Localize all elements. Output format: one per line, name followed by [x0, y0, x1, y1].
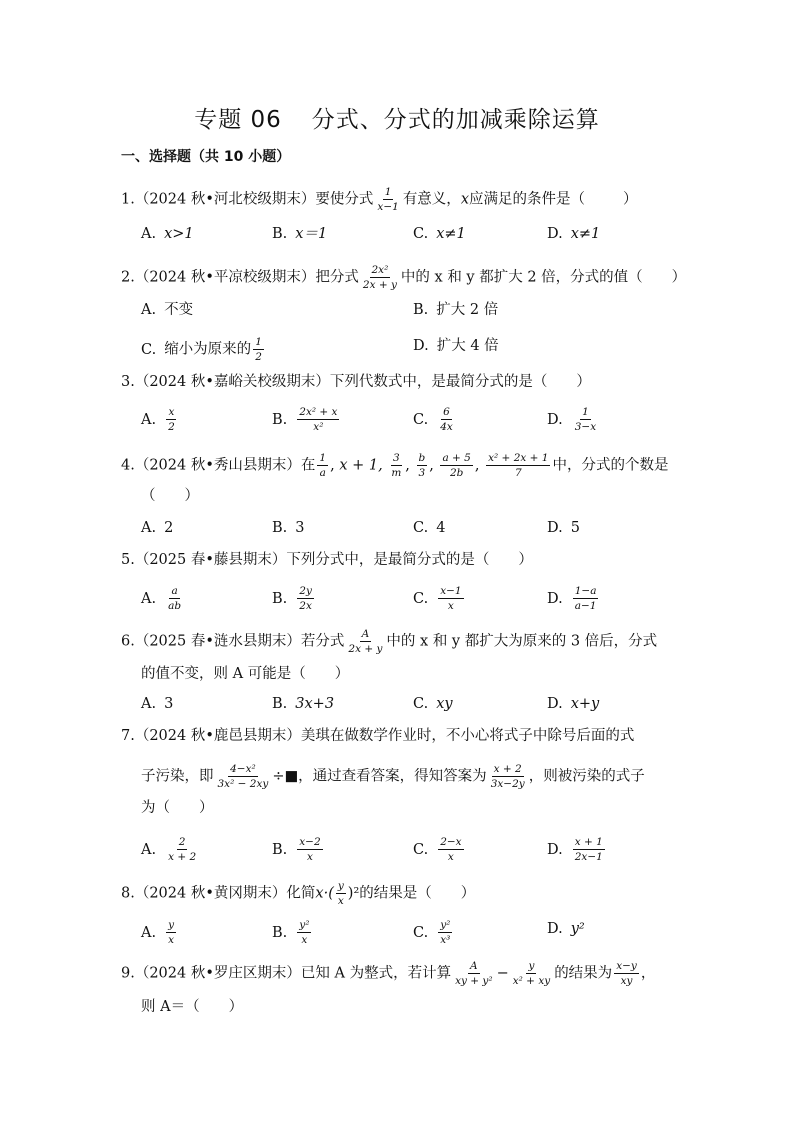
question-9	[121, 960, 655, 987]
fraction	[438, 585, 463, 612]
denominator: a−1	[574, 600, 597, 612]
option-label: B.	[272, 841, 288, 858]
question-9-text-3: ，	[640, 965, 656, 982]
question-9-text-2: 的结果为	[554, 965, 613, 982]
option-label: D.	[547, 696, 563, 712]
numerator: y	[528, 960, 535, 972]
denominator: 2	[255, 351, 262, 363]
option-text: 5	[570, 520, 580, 536]
fraction	[573, 836, 605, 863]
fraction	[166, 836, 198, 863]
denominator: x	[168, 934, 175, 946]
numerator: 2x² + x	[299, 406, 338, 418]
numerator: x−2	[299, 836, 321, 848]
fraction	[486, 452, 550, 479]
option-text: 扩大 4 倍	[436, 338, 499, 354]
fraction	[317, 452, 328, 479]
denominator: 3x−2y	[490, 778, 525, 790]
option-label: B.	[272, 590, 288, 607]
option-label: C.	[413, 841, 429, 858]
question-8-text: 8.（2024 秋•黄冈期末）化简	[121, 885, 316, 902]
denominator: ab	[168, 600, 182, 612]
numerator: b	[418, 452, 426, 464]
option-d[interactable]	[547, 518, 580, 538]
option-label: A.	[141, 696, 157, 712]
fraction	[573, 585, 599, 612]
option-label: C.	[413, 590, 429, 607]
option-a[interactable]	[141, 224, 194, 244]
numerator: 2x²	[371, 264, 389, 276]
question-1-text: 1.（2024 秋•河北校级期末）要使分式	[121, 191, 374, 208]
option-label: C.	[413, 411, 429, 428]
denominator: xy	[620, 975, 633, 987]
option-a[interactable]	[141, 406, 179, 433]
denominator: 2x + y	[362, 279, 397, 291]
numerator: y	[337, 880, 344, 892]
fraction	[453, 960, 494, 987]
fraction	[297, 406, 339, 433]
option-d[interactable]	[547, 406, 600, 433]
numerator: a	[171, 585, 178, 597]
numerator: x² + 2x + 1	[488, 452, 549, 464]
option-label: D.	[547, 590, 563, 607]
title-text: 分式、分式的加减乘除运算	[311, 107, 600, 133]
option-c[interactable]	[141, 336, 266, 363]
option-c[interactable]	[413, 585, 466, 612]
question-7-text-3: ，则被污染的式子	[528, 768, 645, 785]
option-label: A.	[141, 411, 157, 428]
option-label: D.	[547, 226, 563, 242]
numerator: A	[361, 628, 370, 640]
numerator: 3	[392, 452, 400, 464]
question-2	[121, 264, 686, 291]
option-label: B.	[413, 302, 429, 318]
option-a[interactable]	[141, 919, 178, 946]
numerator: y²	[299, 919, 310, 931]
numerator: x	[168, 406, 175, 418]
question-8	[121, 880, 475, 907]
option-label: C.	[413, 696, 429, 712]
fraction	[573, 406, 598, 433]
denominator: x	[337, 895, 344, 907]
expression: x·(	[315, 885, 334, 902]
question-2-text-2: 中的 x 和 y 都扩大 2 倍，分式的值（ ）	[400, 269, 687, 286]
denominator: x³	[440, 934, 451, 946]
fraction	[297, 836, 322, 863]
question-7: 7.（2024 秋•鹿邑县期末）美琪在做数学作业时，不小心将式子中除号后面的式	[121, 728, 635, 744]
question-6-cont: 的值不变，则 A 可能是（ ）	[141, 666, 350, 682]
fraction	[253, 336, 264, 363]
fraction	[346, 628, 384, 655]
option-text: x≠1	[436, 226, 466, 242]
option-label: A.	[141, 841, 157, 858]
fraction	[216, 763, 271, 790]
denominator: x−1	[377, 201, 399, 213]
fraction	[440, 452, 472, 479]
option-text: y²	[570, 921, 585, 937]
option-b[interactable]	[272, 406, 341, 433]
numerator: x−1	[440, 585, 462, 597]
numerator: x−y	[616, 960, 637, 972]
denominator: x	[447, 600, 454, 612]
option-label: C.	[413, 924, 429, 941]
document-title	[0, 101, 794, 134]
option-text: 不变	[164, 302, 194, 318]
denominator: 2x + y	[348, 643, 383, 655]
numerator: 1	[582, 406, 589, 418]
option-a[interactable]	[141, 300, 193, 320]
question-1-text-4: ）	[623, 191, 638, 208]
question-4-cont: （ ）	[141, 488, 199, 504]
denominator: 2b	[449, 467, 464, 479]
option-label: D.	[547, 841, 563, 858]
fraction	[438, 836, 463, 863]
fraction	[489, 763, 527, 790]
option-c[interactable]	[413, 836, 466, 863]
numerator: A	[470, 960, 478, 972]
option-text: 扩大 2 倍	[436, 302, 499, 318]
numerator: 2y	[299, 585, 312, 597]
question-6-text: 6.（2025 春•涟水县期末）若分式	[121, 633, 345, 650]
option-a[interactable]	[141, 694, 173, 714]
option-text: 3	[295, 520, 305, 536]
option-d[interactable]	[547, 694, 599, 714]
option-text: 2	[164, 520, 174, 536]
option-b[interactable]	[272, 585, 316, 612]
option-label: B.	[272, 411, 288, 428]
option-label: C.	[413, 226, 429, 242]
question-7-text-2: ÷■，通过查看答案，得知答案为	[272, 768, 487, 785]
option-text: 4	[436, 520, 446, 536]
option-text: x≠1	[570, 226, 601, 242]
fraction	[297, 585, 314, 612]
option-label: A.	[141, 590, 157, 607]
question-6-text-2: 中的 x 和 y 都扩大为原来的 3 倍后，分式	[386, 633, 658, 650]
question-8-text-2: 的结果是（ ）	[359, 885, 476, 902]
fraction	[614, 960, 639, 987]
question-7-cont	[141, 763, 645, 790]
numerator: 6	[443, 406, 450, 418]
denominator: 3x² − 2xy	[217, 778, 269, 790]
option-c[interactable]	[413, 694, 453, 714]
option-d[interactable]	[547, 919, 585, 939]
denominator: x²	[313, 421, 324, 433]
fraction	[297, 919, 311, 946]
option-label: A.	[141, 520, 157, 536]
denominator: x² + xy	[512, 975, 551, 987]
numerator: a + 5	[442, 452, 471, 464]
option-d[interactable]	[547, 585, 600, 612]
numerator: 1	[384, 186, 392, 198]
option-label: D.	[547, 921, 563, 937]
fraction	[166, 406, 177, 433]
question-4-text: 4.（2024 秋•秀山县期末）在	[121, 457, 316, 474]
option-label: B.	[272, 696, 288, 712]
option-text: 3x+3	[295, 696, 335, 712]
denominator: a	[319, 467, 326, 479]
option-label: C.	[141, 341, 157, 358]
minus-sign: −	[496, 965, 509, 982]
option-label: D.	[547, 411, 563, 428]
question-1	[121, 186, 638, 213]
fraction	[166, 585, 183, 612]
fraction	[438, 406, 455, 433]
option-b[interactable]	[413, 300, 498, 320]
option-b[interactable]	[272, 836, 325, 863]
option-b[interactable]	[272, 694, 334, 714]
option-c[interactable]	[413, 224, 466, 244]
title-number: 专题 06	[194, 107, 282, 133]
option-d[interactable]	[547, 224, 600, 244]
denominator: x	[447, 851, 454, 863]
option-c[interactable]	[413, 919, 454, 946]
fraction	[417, 452, 428, 479]
section-heading: 一、选择题（共 10 小题）	[121, 149, 291, 165]
option-text: 3	[164, 696, 174, 712]
option-label: A.	[141, 924, 157, 941]
denominator: 3−x	[574, 421, 597, 433]
numerator: x + 1	[574, 836, 603, 848]
numerator: 1	[255, 336, 262, 348]
option-label: D.	[547, 520, 563, 536]
question-4: 4.（2024 秋•秀山县期末）在 $\frac{1}{a}$ , x + 1, $\frac{3}{m}$ , $\frac{b}{3}$ , $\frac{a + 5}{2b}$ , $\frac{\text{x² + 2x + 1}}{7}$ 中，分式的个数是	[121, 452, 669, 479]
option-label: D.	[413, 338, 429, 354]
fraction	[361, 264, 399, 291]
question-9-cont: 则 A＝（ ）	[141, 999, 244, 1015]
denominator: 4x	[440, 421, 453, 433]
option-label: B.	[272, 924, 288, 941]
denominator: x	[307, 851, 313, 863]
denominator: xy + y²	[455, 975, 493, 987]
option-text: 缩小为原来的	[164, 341, 252, 358]
denominator: 2x−1	[574, 851, 603, 863]
numerator: 2−x	[440, 836, 462, 848]
question-1-text-3: 应满足的条件是（	[469, 191, 585, 208]
question-4-text-2: 中，分式的个数是	[552, 457, 669, 474]
question-1-text-2: 有意义，	[402, 191, 461, 208]
option-b[interactable]	[272, 518, 305, 538]
fraction	[375, 186, 400, 213]
option-label: B.	[272, 520, 288, 536]
question-2-text: 2.（2024 秋•平凉校级期末）把分式	[121, 269, 359, 286]
option-text: xy	[436, 696, 453, 712]
denominator: 2x	[299, 600, 312, 612]
option-b[interactable]	[272, 919, 313, 946]
fraction	[389, 452, 403, 479]
denominator: 3	[418, 467, 426, 479]
denominator: 2	[168, 421, 175, 433]
option-c[interactable]	[413, 518, 445, 538]
denominator: m	[391, 467, 402, 479]
option-text: x+y	[570, 696, 600, 712]
option-d[interactable]	[547, 836, 607, 863]
numerator: x + 2	[493, 763, 522, 775]
fraction	[336, 880, 346, 907]
numerator: 2	[178, 836, 186, 848]
option-label: A.	[141, 226, 157, 242]
denominator: 7	[514, 467, 522, 479]
option-a[interactable]	[141, 836, 200, 863]
question-6	[121, 628, 657, 655]
option-a[interactable]	[141, 585, 185, 612]
numerator: y²	[440, 919, 451, 931]
question-9-text: 9.（2024 秋•罗庄区期末）已知 A 为整式，若计算	[121, 965, 452, 982]
denominator: x	[301, 934, 308, 946]
expression-2: )²	[347, 885, 360, 902]
variable: x	[460, 191, 469, 208]
denominator: x + 2	[168, 851, 197, 863]
fraction	[166, 919, 176, 946]
option-d[interactable]	[413, 336, 499, 356]
fraction	[511, 960, 552, 987]
numerator: 1−a	[574, 585, 597, 597]
question-7-text: 子污染，即	[141, 768, 214, 785]
question-3: 3.（2024 秋•嘉峪关校级期末）下列代数式中，是最简分式的是（ ）	[121, 374, 591, 390]
numerator: 4−x²	[230, 763, 256, 775]
option-label: B.	[272, 226, 288, 242]
option-c[interactable]	[413, 406, 457, 433]
option-label: A.	[141, 302, 157, 318]
fraction	[438, 919, 452, 946]
option-label: C.	[413, 520, 429, 536]
numerator: 1	[319, 452, 327, 464]
question-5: 5.（2025 春•藤县期末）下列分式中，是最简分式的是（ ）	[121, 552, 533, 568]
option-text: x>1	[164, 226, 194, 242]
numerator: y	[168, 919, 175, 931]
option-a[interactable]	[141, 518, 173, 538]
option-text: x＝1	[295, 226, 328, 242]
question-7-cont-2: 为（ ）	[141, 800, 214, 816]
expression: x + 1,	[339, 457, 383, 474]
option-b[interactable]	[272, 224, 327, 244]
